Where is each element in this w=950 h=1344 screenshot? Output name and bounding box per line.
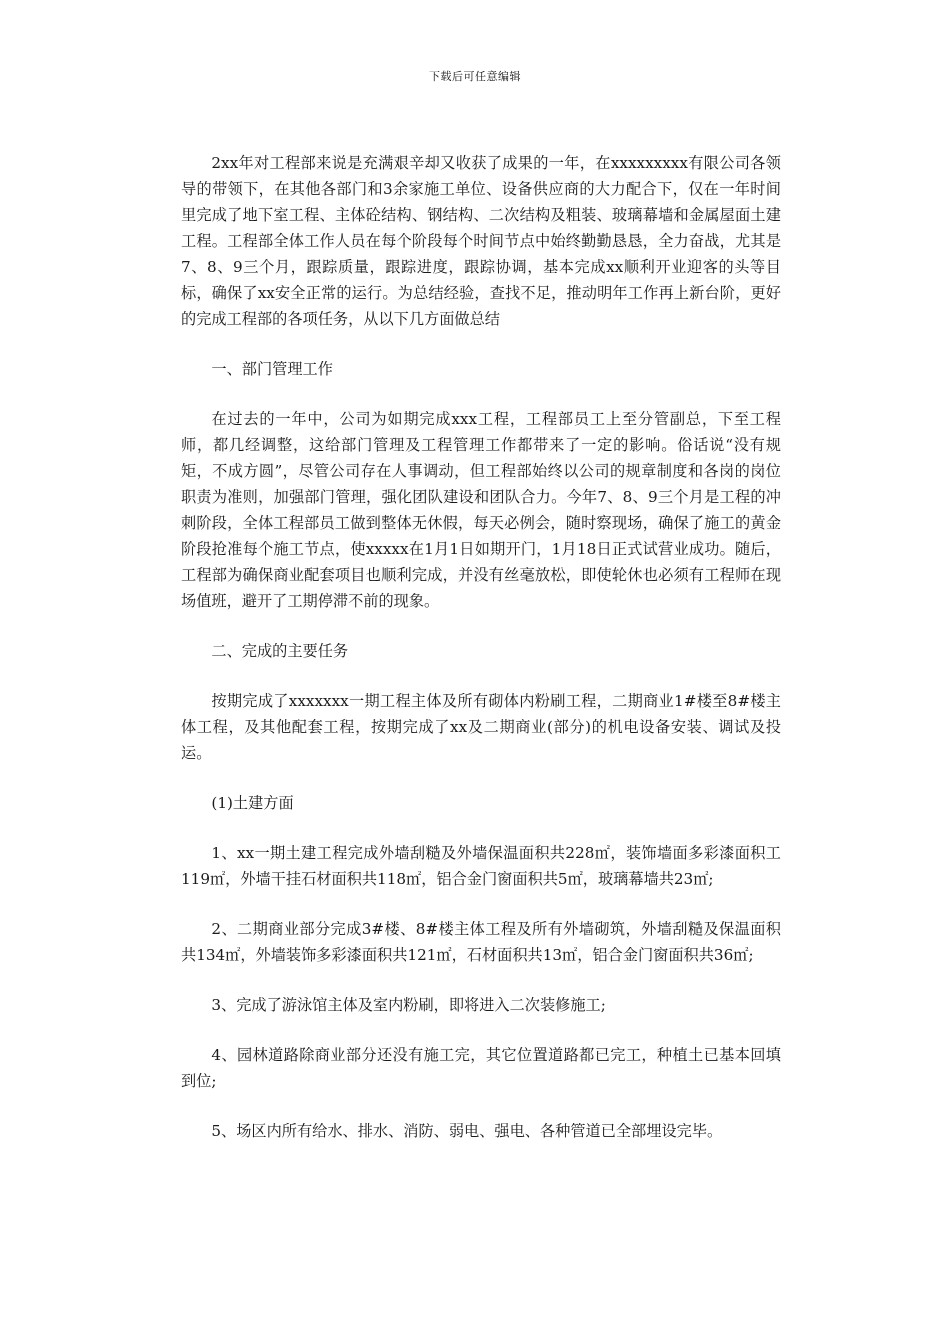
page-header: 下载后可任意编辑: [429, 70, 521, 83]
subsection-civil: (1)土建方面: [211, 794, 294, 812]
list-item: 3、完成了游泳馆主体及室内粉刷，即将进入二次装修施工;: [211, 996, 606, 1014]
list-item: 1、xx一期土建工程完成外墙刮糙及外墙保温面积共228㎡，装饰墙面多彩漆面积工119㎡，外墙干挂石材面积共118㎡，铝合金门窗面积共5㎡，玻璃幕墙共23㎡;: [181, 844, 781, 888]
list-item: 5、场区内所有给水、排水、消防、弱电、强电、各种管道已全部埋设完毕。: [211, 1122, 723, 1140]
section-heading-2: 二、完成的主要任务: [211, 642, 349, 660]
section-heading-1: 一、部门管理工作: [211, 360, 333, 378]
list-item: 2、二期商业部分完成3#楼、8#楼主体工程及所有外墙砌筑，外墙刮糙及保温面积共134㎡，外墙装饰多彩漆面积共121㎡，石材面积共13㎡，铝合金门窗面积共36㎡;: [181, 920, 781, 964]
main-tasks-paragraph: 按期完成了xxxxxxx一期工程主体及所有砌体内粉刷工程，二期商业1#楼至8#楼主体工程，及其他配套工程，按期完成了xx及二期商业(部分)的机电设备安装、调试及投运。: [181, 692, 781, 762]
intro-paragraph: 2xx年对工程部来说是充满艰辛却又收获了成果的一年，在xxxxxxxxx有限公司各领导的带领下，在其他各部门和3余家施工单位、设备供应商的大力配合下，仅在一年时间里完成了地下室工程、主体砼结构、钢结构、二次结构及粗装、玻璃幕墙和金属屋面土建工程。工程部全体工作人员在每个阶段每个时间节点中始终勤勤恳恳，全力奋战，尤其是7、8、9三个月，跟踪质量，跟踪进度，跟踪协调，基本完成xx顺利开业迎客的头等目标，确保了xx安全正常的运行。为总结经验，查找不足，推动明年工作再上新台阶，更好的完成工程部的各项任务，从以下几方面做总结: [181, 154, 781, 328]
document-body: [181, 150, 781, 1144]
list-item: 4、园林道路除商业部分还没有施工完，其它位置道路都已完工，种植土已基本回填到位;: [181, 1046, 781, 1090]
department-management-paragraph: 在过去的一年中，公司为如期完成xxx工程，工程部员工上至分管副总，下至工程师，都几经调整，这给部门管理及工程管理工作都带来了一定的影响。俗话说“没有规矩，不成方圆”，尽管公司存在人事调动，但工程部始终以公司的规章制度和各岗的岗位职责为准则，加强部门管理，强化团队建设和团队合力。今年7、8、9三个月是工程的冲刺阶段，全体工程部员工做到整体无休假，每天必例会，随时察现场，确保了施工的黄金阶段抢准每个施工节点，使xxxxx在1月1日如期开门，1月18日正式试营业成功。随后，工程部为确保商业配套项目也顺利完成，并没有丝毫放松，即使轮休也必须有工程师在现场值班，避开了工期停滞不前的现象。: [181, 410, 781, 610]
